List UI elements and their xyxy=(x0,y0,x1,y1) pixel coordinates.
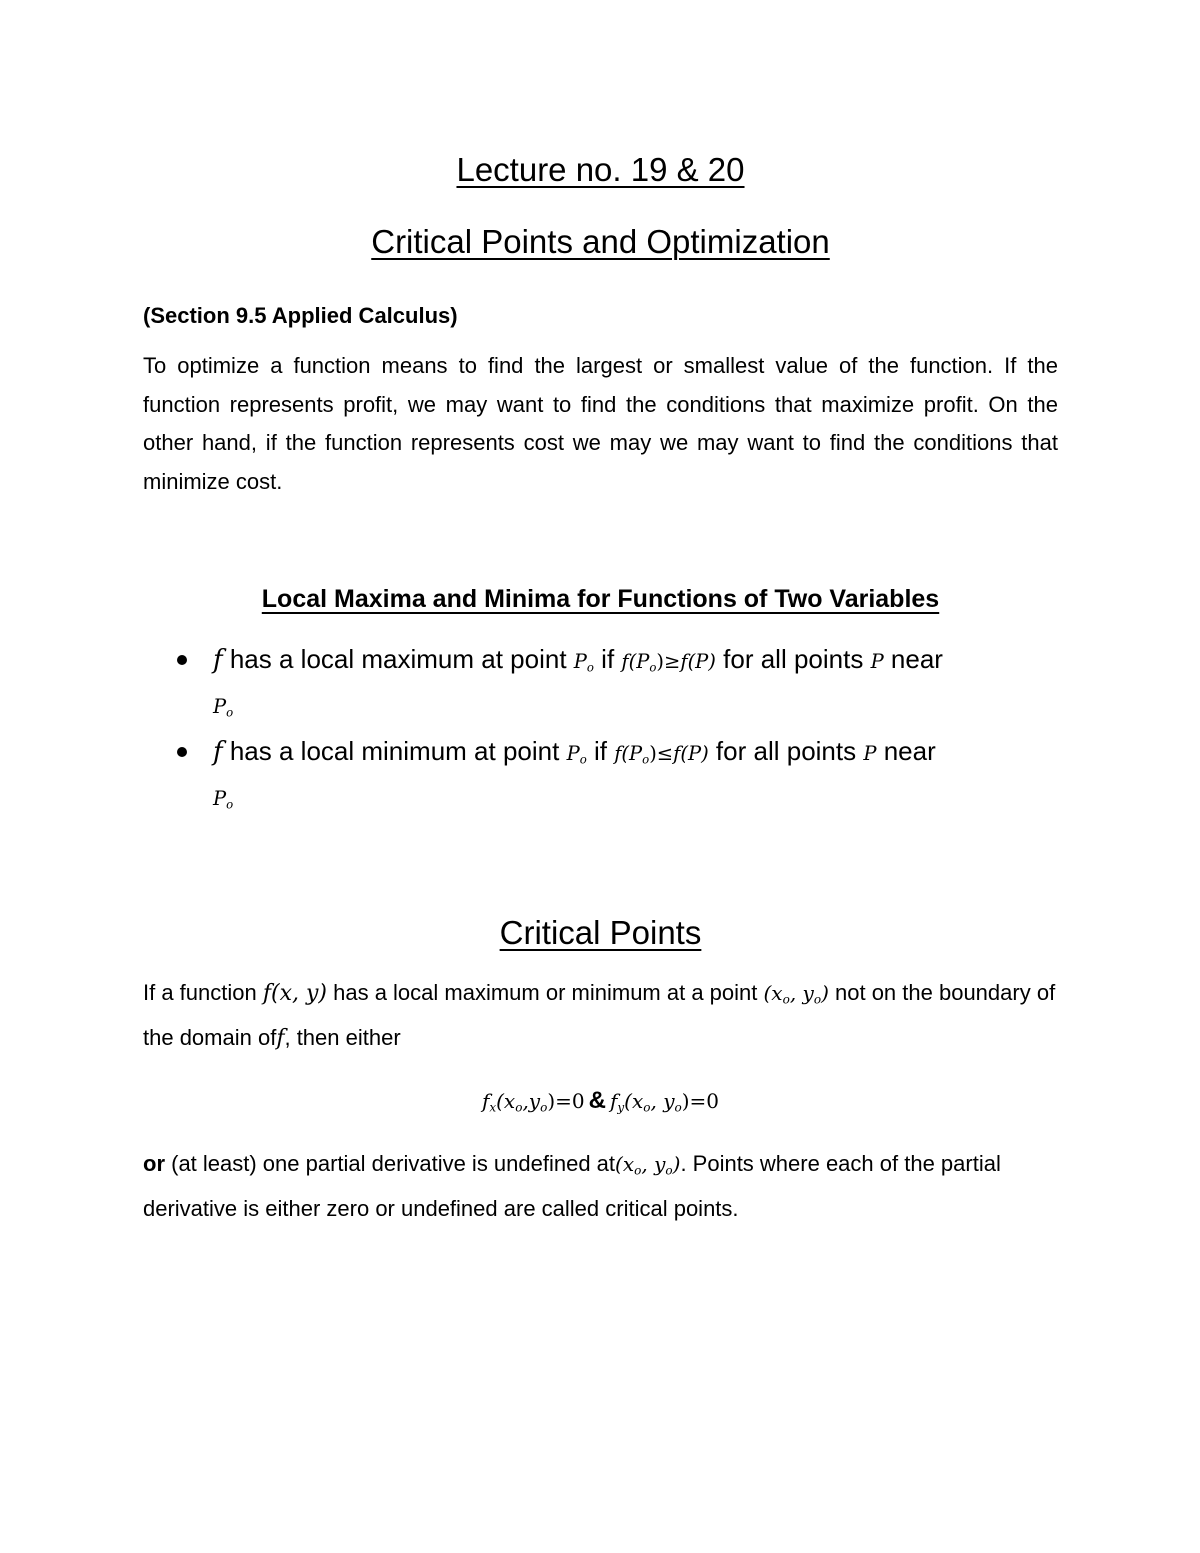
main-title-text: Critical Points and Optimization xyxy=(371,223,830,260)
bullet-icon xyxy=(177,655,187,665)
eq-args: (x xyxy=(496,1088,516,1113)
bullet-text: near xyxy=(883,644,943,674)
bullet-icon xyxy=(177,747,187,757)
intro-rest: If the function represents profit, we may want to find the conditions that maximize profit. On the other hand, if the function represents cost we may we may want to find the conditions that minimize cost. xyxy=(143,353,1058,494)
inequality-operator: )≥ xyxy=(656,650,681,673)
eq-subscript: x xyxy=(489,1100,497,1115)
fx-equation xyxy=(482,1089,585,1113)
eq-f: f xyxy=(481,1088,490,1113)
point-part: , y xyxy=(789,981,814,1005)
eq-connector: & xyxy=(588,1086,606,1114)
function-fxy: f(x, y) xyxy=(262,981,327,1006)
inequality-operator: )≤ xyxy=(649,742,674,765)
eq-args: ,y xyxy=(522,1088,541,1113)
intro-paragraph xyxy=(143,347,1058,501)
point-subscript: o xyxy=(813,992,822,1007)
tail-subscript: o xyxy=(226,705,234,719)
point-subscript: o xyxy=(579,752,587,767)
eq-subscript: o xyxy=(540,1100,548,1115)
bullet-text: if xyxy=(586,736,615,766)
critical-points-paragraph-2 xyxy=(143,1145,1058,1229)
tail-symbol: P xyxy=(213,786,227,810)
p-symbol: P xyxy=(863,742,877,765)
inequality-right: f(P) xyxy=(673,742,709,765)
para-text: If a function xyxy=(143,980,263,1005)
point-subscript: o xyxy=(665,1163,673,1178)
or-bold: or xyxy=(143,1151,165,1177)
section-reference: (Section 9.5 Applied Calculus) xyxy=(143,303,458,328)
point-part: ) xyxy=(821,981,829,1005)
point-part: , y xyxy=(641,1152,666,1177)
tail-subscript: o xyxy=(226,797,234,811)
para-text: . Points where each of the partial derivative is either zero or undefined are called critical points. xyxy=(143,1151,1001,1222)
critical-points-paragraph-1 xyxy=(143,974,1058,1059)
inequality-left: f(P xyxy=(621,650,650,673)
inequality-right: f(P) xyxy=(680,650,716,673)
point-xo-yo xyxy=(764,981,829,1005)
eq-args: (x xyxy=(624,1088,644,1113)
para-text: has a local maximum or minimum at a point xyxy=(327,980,764,1005)
bullet-text: for all points xyxy=(715,644,871,674)
eq-equals: )=0 xyxy=(547,1088,585,1113)
bullet-text: near xyxy=(876,736,936,766)
bullet-text: if xyxy=(593,644,622,674)
para-text: (at least) one partial derivative is undefined at xyxy=(165,1151,616,1177)
bullet-text: has a local maximum at point xyxy=(222,644,574,674)
f-symbol: f xyxy=(213,645,223,675)
para-text: not on the boundary of the domain of xyxy=(143,980,1056,1051)
local-extrema-heading xyxy=(143,579,1058,619)
inequality-subscript: o xyxy=(642,752,650,767)
eq-subscript: o xyxy=(674,1100,682,1115)
p-symbol: P xyxy=(870,650,884,673)
bullet-text: has a local minimum at point xyxy=(222,736,567,766)
bullet-local-minimum xyxy=(143,733,1058,822)
para-text: , then either xyxy=(284,1025,401,1051)
lecture-title-text: Lecture no. 19 & 20 xyxy=(456,151,745,188)
inequality xyxy=(614,742,709,765)
point-part: ) xyxy=(672,1152,681,1177)
point-subscript: o xyxy=(586,660,594,675)
inequality xyxy=(621,650,716,673)
local-extrema-heading-text: Local Maxima and Minima for Functions of Two Variables xyxy=(261,585,940,613)
point-po xyxy=(567,742,587,765)
point-part: (x xyxy=(615,1152,635,1177)
bullet-local-maximum xyxy=(143,641,1058,730)
bullet-text: for all points xyxy=(708,736,864,766)
critical-points-heading xyxy=(143,908,1058,958)
eq-args: , y xyxy=(650,1088,675,1113)
f-symbol: f xyxy=(276,1026,285,1052)
tail-po xyxy=(213,787,233,810)
eq-equals: )=0 xyxy=(681,1088,720,1113)
intro-line1: To optimize a function means to find the largest or smallest value of the function. xyxy=(143,353,994,378)
extrema-bullet-list xyxy=(143,641,1058,822)
tail-po xyxy=(213,695,233,718)
point-subscript: o xyxy=(782,992,790,1007)
point-part: (x xyxy=(763,981,783,1005)
eq-subscript: o xyxy=(515,1100,523,1115)
inequality-subscript: o xyxy=(649,660,657,675)
partial-derivative-equation xyxy=(143,1081,1058,1128)
eq-f: f xyxy=(609,1088,618,1113)
document-page xyxy=(143,140,1058,1229)
eq-subscript: o xyxy=(643,1100,651,1115)
tail-symbol: P xyxy=(213,694,227,718)
point-symbol: P xyxy=(566,742,580,765)
f-symbol: f xyxy=(213,737,223,767)
point-xo-yo xyxy=(615,1152,680,1176)
lecture-title xyxy=(143,145,1058,195)
point-subscript: o xyxy=(634,1163,642,1178)
point-po xyxy=(574,650,594,673)
eq-subscript: y xyxy=(617,1100,625,1115)
critical-points-heading-text: Critical Points xyxy=(499,914,702,951)
inequality-left: f(P xyxy=(614,742,643,765)
main-title xyxy=(143,217,1058,267)
fy-equation xyxy=(610,1089,719,1113)
point-symbol: P xyxy=(573,650,587,673)
